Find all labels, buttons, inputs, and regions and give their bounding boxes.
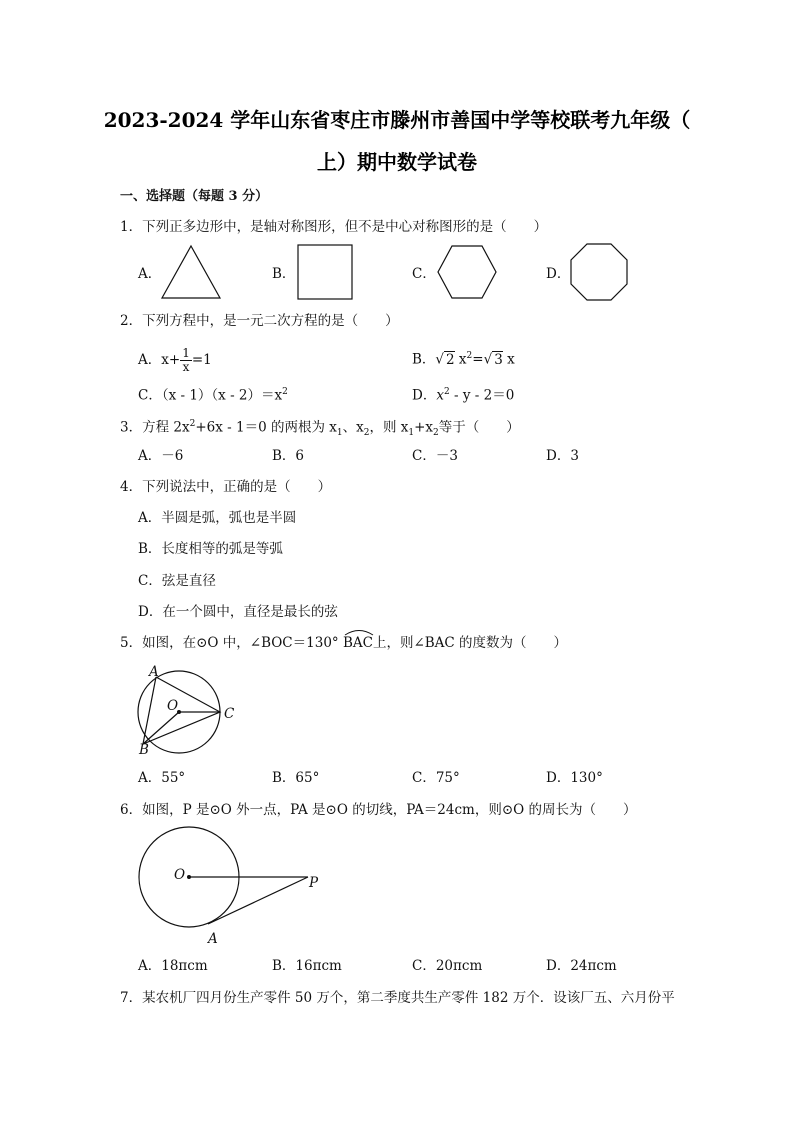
q5-label-c: C <box>224 706 235 722</box>
q1-option-c[interactable]: C． <box>412 266 436 282</box>
q2-d-label: D． <box>412 387 437 404</box>
q3-option-a[interactable]: A．－6 <box>138 448 184 464</box>
triangle-icon <box>160 244 222 300</box>
q5-option-a[interactable]: A．55° <box>138 770 186 786</box>
q2-c-text: C．（x - 1）（x - 2）＝x <box>138 387 283 404</box>
q2-a-rest: =1 <box>191 352 212 368</box>
q2-d-rest: - y - 2＝0 <box>449 387 515 404</box>
octagon-icon <box>570 243 628 301</box>
q2-c-sup: 2 <box>282 387 288 397</box>
q5-label-o: O <box>167 698 179 714</box>
q5-stem <box>120 634 567 652</box>
q2-a-fraction <box>180 347 192 374</box>
q2-option-c[interactable] <box>138 383 288 405</box>
q3-s3: 、x <box>342 419 364 436</box>
q6-label-a: A <box>208 931 218 947</box>
section-heading: 一、选择题（每题 3 分） <box>120 189 269 204</box>
q3-sup: 2 <box>189 419 196 429</box>
q2-a-label: A． <box>138 352 162 368</box>
q6-option-a[interactable]: A．18πcm <box>138 958 208 974</box>
q2-b-radicand1: 2 <box>446 351 455 368</box>
q6-option-d[interactable]: D．24πcm <box>546 958 617 974</box>
q2-b-end: x <box>507 351 515 368</box>
q5-s1: 5．如图，在⊙O 中，∠BOC＝130° <box>120 635 339 651</box>
q3-sub4: 2 <box>433 428 439 439</box>
q6-stem: 6．如图，P 是⊙O 外一点，PA 是⊙O 的切线，PA＝24cm，则⊙O 的周长为（ ） <box>120 802 637 818</box>
q6-option-b[interactable]: B．16πcm <box>272 958 342 974</box>
q2-option-b[interactable]: B．√ 2 $x^2=√$ 3 x <box>412 351 515 368</box>
exam-title-line1: 2023-2024 学年山东省枣庄市滕州市善国中学等校联考九年级（ <box>103 108 691 132</box>
q3-s1: 3．方程 2x <box>120 419 190 436</box>
q5-option-b[interactable]: B．65° <box>272 770 320 786</box>
q2-option-a[interactable] <box>138 347 212 374</box>
q1-option-b[interactable]: B． <box>272 266 296 282</box>
q2-a-denominator: x <box>182 360 190 374</box>
q5-arc-label: BAC <box>342 635 373 651</box>
square-icon <box>297 244 353 300</box>
q2-b-radicand2: 3 <box>494 351 503 368</box>
q7-stem: 7．某农机厂四月份生产零件 50 万个，第二季度共生产零件 182 万个．设该厂五、六月份平 <box>120 990 675 1006</box>
q3-sub3: 1 <box>408 428 415 439</box>
q3-option-d[interactable]: D．3 <box>546 448 579 464</box>
q1-option-d[interactable]: D． <box>546 266 571 282</box>
q5-label-a: A <box>149 664 159 680</box>
q1-option-a[interactable]: A． <box>138 266 162 282</box>
q6-label-o: O <box>174 867 186 883</box>
q3-option-b[interactable]: B．6 <box>272 448 305 464</box>
q4-stem: 4．下列说法中，正确的是（ ） <box>120 479 332 495</box>
q4-option-d[interactable]: D．在一个圆中，直径是最长的弦 <box>138 604 338 620</box>
q2-stem: 2．下列方程中，是一元二次方程的是（ ） <box>120 313 399 329</box>
q3-sub1: 1 <box>336 428 343 439</box>
q3-sub2: 2 <box>363 428 370 439</box>
q4-option-a[interactable]: A．半圆是弧，弧也是半圆 <box>138 510 297 526</box>
q3-option-c[interactable]: C．－3 <box>412 448 458 464</box>
q5-option-d[interactable]: D．130° <box>546 770 603 786</box>
q2-d-sup: 2 <box>443 387 450 397</box>
q2-option-d[interactable] <box>412 383 514 405</box>
q6-label-p: P <box>309 875 319 891</box>
q2-a-x: x+ <box>161 352 181 368</box>
q5-label-b: B <box>139 742 149 758</box>
q5-s2: 上，则∠BAC 的度数为（ ） <box>372 635 568 651</box>
q2-b-eq: = <box>472 351 484 368</box>
q4-option-b[interactable]: B．长度相等的弧是等弧 <box>138 541 283 557</box>
q2-b-square: 2 <box>466 351 473 361</box>
q2-a-numerator: 1 <box>182 346 190 360</box>
q2-b-x: x <box>458 351 467 368</box>
q1-stem: 1．下列正多边形中，是轴对称图形，但不是中心对称图形的是（ ） <box>120 219 548 235</box>
q3-s5: +x <box>414 419 434 436</box>
q4-option-c[interactable]: C．弦是直径 <box>138 573 216 589</box>
q6-option-c[interactable]: C．20πcm <box>412 958 483 974</box>
arc-symbol-icon <box>343 628 375 636</box>
q5-option-c[interactable]: C．75° <box>412 770 460 786</box>
q3-s4: ，则 x <box>369 419 409 436</box>
hexagon-icon <box>437 244 497 300</box>
q6-tangent-figure <box>130 825 330 935</box>
q2-d-x: x <box>436 387 444 404</box>
q3-s6: 等于（ ） <box>438 419 520 436</box>
q5-arc-bac <box>343 634 373 652</box>
exam-title-line2: 上）期中数学试卷 <box>317 150 477 174</box>
q2-b-label: B． <box>412 351 436 368</box>
q3-stem <box>120 415 520 442</box>
q3-s2: +6x - 1＝0 的两根为 x <box>195 419 337 436</box>
